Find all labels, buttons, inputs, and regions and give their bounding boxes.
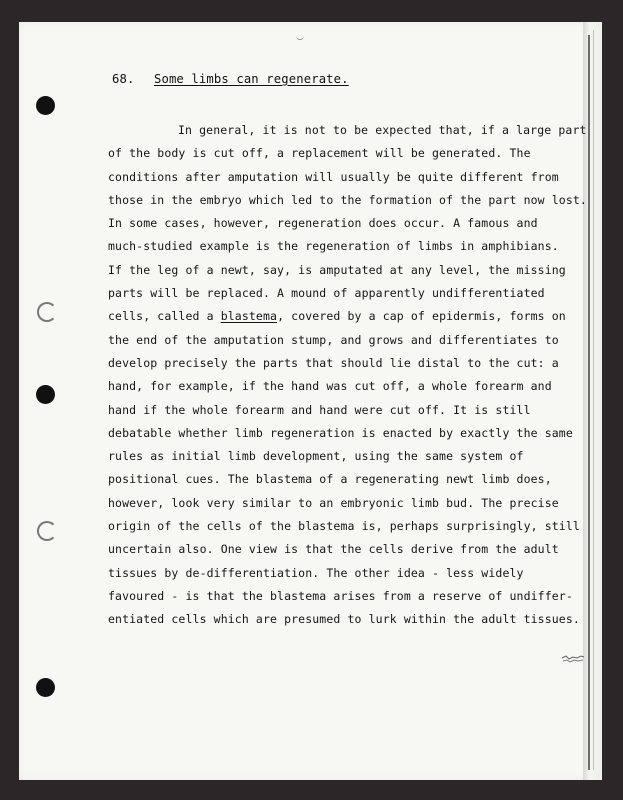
paragraph-line [108, 189, 588, 212]
paragraph-line-text: the end of the amputation stump, and grows and differentiates to [108, 332, 559, 347]
paragraph-line [108, 119, 588, 142]
paragraph-line-text: rules as initial limb development, using the same system of [108, 449, 524, 464]
paragraph-line [108, 422, 588, 445]
punch-hole-icon [36, 385, 55, 404]
paragraph-line-text: hand, for example, if the hand was cut off, a whole forearm and [108, 379, 552, 394]
paragraph-line [108, 445, 588, 468]
paragraph-line [108, 468, 588, 491]
paragraph-line [108, 562, 588, 585]
paragraph-line [108, 259, 588, 282]
paragraph-line-text: develop precisely the parts that should lie distal to the cut: a [108, 355, 559, 370]
paragraph-line-text: conditions after amputation will usually be quite different from [108, 169, 559, 184]
paragraph-line-text: origin of the cells of the blastema is, perhaps surprisingly, still [108, 519, 580, 534]
paragraph-line [108, 212, 588, 235]
paragraph-line-text: In some cases, however, regeneration does occur. A famous and [108, 216, 538, 231]
paragraph-line [108, 515, 588, 538]
paragraph-line [108, 375, 588, 398]
paragraph-line-text: those in the embryo which led to the formation of the part now lost. [108, 192, 587, 207]
paragraph-line-text: In general, it is not to be expected that, if a large part [178, 123, 587, 137]
paragraph-line-text: positional cues. The blastema of a regenerating newt limb does, [108, 472, 552, 487]
paragraph-line-text: uncertain also. One view is that the cells derive from the adult [108, 542, 559, 557]
paragraph-line-text: much-studied example is the regeneration of limbs in amphibians. [108, 239, 559, 254]
paragraph-line-text: favoured - is that the blastema arises from a reserve of undiffer- [108, 588, 573, 603]
paragraph-line-text: If the leg of a newt, say, is amputated at any level, the missing [108, 262, 566, 277]
paragraph-line [108, 608, 588, 631]
partial-punch-hole-icon [37, 302, 57, 322]
paragraph-line-text: entiated cells which are presumed to lurk within the adult tissues. [108, 612, 580, 627]
paragraph-line-text: parts will be replaced. A mound of apparently undifferentiated [108, 286, 545, 301]
paragraph-line [108, 305, 588, 328]
paragraph-line-text: debatable whether limb regeneration is enacted by exactly the same [108, 425, 573, 440]
paragraph [108, 119, 588, 632]
paragraph-line [108, 142, 588, 165]
paper-edge-line-secondary [593, 30, 594, 770]
paragraph-line [108, 585, 588, 608]
partial-punch-hole-icon [37, 521, 57, 541]
paragraph-line-text: cells, called a [108, 309, 221, 324]
paragraph-line [108, 282, 588, 305]
paragraph-line-text: however, look very similar to an embryonic limb bud. The precise [108, 495, 559, 510]
underlined-term: blastema [220, 309, 278, 324]
punch-hole-icon [36, 96, 55, 115]
paragraph-line [108, 492, 588, 515]
paragraph-line [108, 166, 588, 189]
section-number: 68. [112, 72, 135, 86]
paragraph-line [108, 235, 588, 258]
paragraph-line-text: of the body is cut off, a replacement will be generated. The [108, 146, 531, 161]
paragraph-line [108, 329, 588, 352]
paragraph-line [108, 399, 588, 422]
paragraph-line-text: tissues by de-differentiation. The other idea - less widely [108, 565, 524, 580]
section-title: Some limbs can regenerate. [153, 72, 349, 86]
paragraph-line-text: , covered by a cap of epidermis, forms on [277, 309, 566, 324]
section-heading [112, 72, 349, 86]
punch-hole-icon [36, 678, 55, 697]
ink-smudge-icon [561, 650, 585, 664]
paper-edge-line [588, 35, 590, 770]
paragraph-line [108, 352, 588, 375]
paragraph-line [108, 538, 588, 561]
paragraph-line-text: hand if the whole forearm and hand were cut off. It is still [108, 402, 531, 417]
